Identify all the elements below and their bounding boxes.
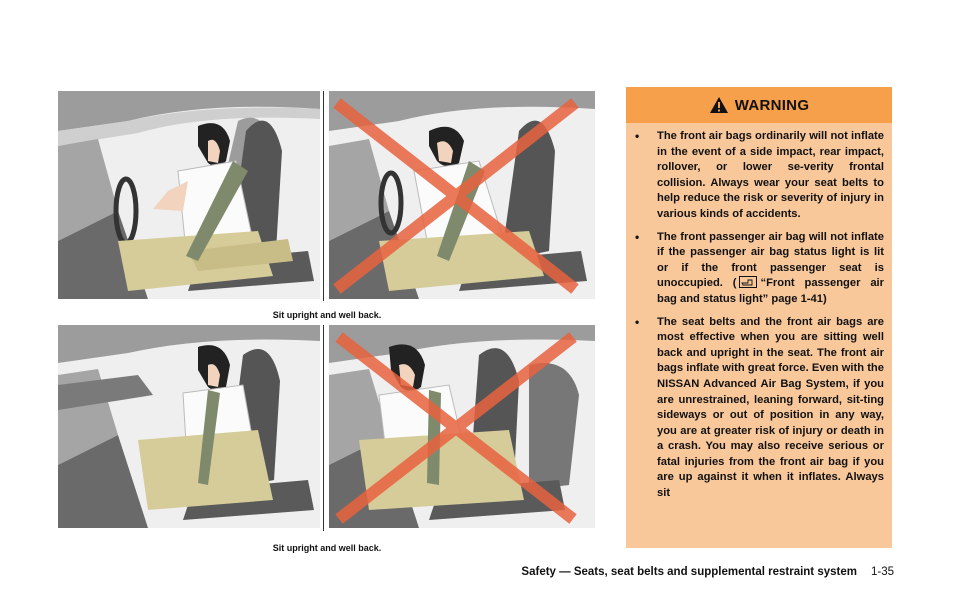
page-number: 1-35: [870, 566, 894, 578]
cross-reference-link[interactable]: “Front passenger air bag and status light” page 1-41): [657, 277, 884, 305]
divider-line: [323, 91, 324, 301]
illustration-upright-correct: [58, 91, 320, 299]
warning-triangle-icon: [709, 96, 729, 114]
warning-list: [626, 123, 892, 502]
warning-header: [626, 87, 892, 123]
figure-caption: Sit upright and well back.: [272, 543, 382, 553]
figure-caption: Sit upright and well back.: [272, 310, 382, 320]
reference-hand-icon: [739, 276, 757, 288]
illustration-upright-correct-side: [58, 325, 320, 528]
illustration-slouching-wrong: [329, 325, 595, 528]
illustration-leaning-forward-wrong: [329, 91, 595, 299]
warning-bullet: • The front passenger air bag will not inflate if the passenger air bag status light is lit or if the front passenger seat is unoccupied. ( “Front passenger air bag and status light” page 1-41): [626, 230, 884, 308]
warning-bullet: • The front air bags ordinarily will not inflate in the event of a side impact, rear impact, rollover, or lower se-verity frontal collision. Always wear your seat belts to help reduce the risk or severity of injury in various kinds of accidents.: [626, 129, 884, 223]
warning-bullet: • The seat belts and the front air bags are most effective when you are sitting well back and upright in the seat. The front air bags inflate with great force. Even with the NISSAN Advanced Air Bag System, if you are unrestrained, leaning forward, sit-ting sideways or out of position in any way, you are at greater risk of injury or death in a crash. You may also receive serious or fatal injuries from the front air bag if you are up against it when it inflates. Always sit: [626, 315, 884, 502]
page-footer: [470, 566, 894, 578]
warning-title: WARNING: [734, 96, 810, 114]
divider-line: [323, 325, 324, 531]
footer-section-title: Safety — Seats, seat belts and supplemental restraint system: [521, 566, 857, 578]
warning-box: [626, 87, 892, 548]
